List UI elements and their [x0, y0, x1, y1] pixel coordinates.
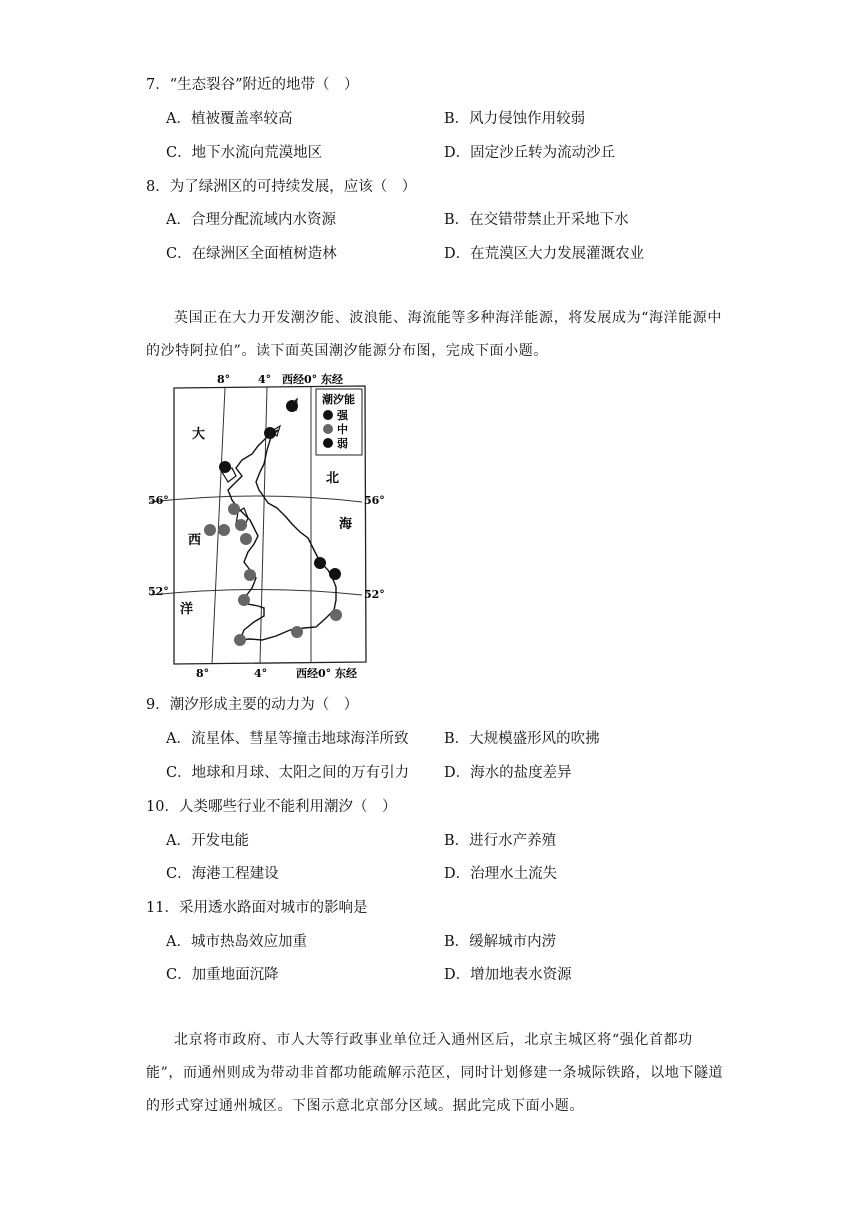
q9-option-c[interactable]: C．地球和月球、太阳之间的万有引力: [166, 765, 410, 781]
uk-tidal-energy-map: [140, 372, 390, 684]
lon-label-bottom-0: 西经0° 东经: [296, 667, 357, 680]
tidal-site-medium: [330, 609, 342, 621]
legend-medium-label: 中: [337, 423, 348, 436]
q11-option-a[interactable]: A．城市热岛效应加重: [166, 934, 307, 950]
tidal-site-medium: [228, 503, 240, 515]
tidal-site-strong: [314, 557, 326, 569]
legend-medium-marker: [323, 424, 333, 434]
q7-option-a[interactable]: A．植被覆盖率较高: [166, 111, 293, 127]
lon-label-top-0: 西经0° 东经: [282, 373, 343, 386]
parallel-52n: [150, 590, 362, 596]
q9-option-b[interactable]: B．大规模盛形风的吹拂: [444, 731, 600, 747]
q10-option-b[interactable]: B．进行水产养殖: [444, 833, 557, 849]
lon-label-bottom-4: 4°: [254, 667, 268, 680]
sea-label-bei: 北: [326, 471, 340, 486]
lat-label-52-left: 52°: [148, 585, 169, 598]
sea-label-hai: 海: [339, 517, 353, 532]
q11-option-d[interactable]: D．增加地表水资源: [444, 967, 572, 983]
legend-weak-marker: [323, 438, 333, 448]
q9-option-d[interactable]: D．海水的盐度差异: [444, 765, 572, 781]
tidal-site-medium: [235, 519, 247, 531]
lat-label-52-right: 52°: [364, 588, 385, 601]
question-8-stem: 8．为了绿洲区的可持续发展，应该（ ）: [146, 179, 417, 195]
q8-option-c[interactable]: C．在绿洲区全面植树造林: [166, 246, 337, 262]
tidal-site-medium: [234, 634, 246, 646]
q7-option-b[interactable]: B．风力侵蚀作用较弱: [444, 111, 586, 127]
q7-option-c[interactable]: C．地下水流向荒漠地区: [166, 145, 323, 161]
tidal-site-medium: [240, 533, 252, 545]
tidal-site-strong: [329, 568, 341, 580]
ocean-label-xi: 西: [188, 533, 202, 548]
tidal-site-medium: [204, 524, 216, 536]
q10-option-d[interactable]: D．治理水土流失: [444, 866, 558, 882]
ocean-label-yang: 洋: [180, 602, 194, 617]
ocean-label-da: 大: [192, 427, 206, 442]
question-7-stem: 7．“生态裂谷”附近的地带（ ）: [146, 77, 359, 93]
q10-option-a[interactable]: A．开发电能: [166, 833, 249, 849]
lat-label-56-right: 56°: [364, 494, 385, 507]
beijing-passage: 北京将市政府、市人大等行政事业单位迁入通州区后，北京主城区将“强化首都功能”，而通州则成为带动非首都功能疏解示范区，同时计划修建一条城际铁路，以地下隧道的形式穿过通州城区。下图示意北京部分区域。据此完成下面小题。: [146, 1032, 724, 1114]
legend-title: 潮汐能: [322, 393, 355, 406]
tidal-site-medium: [291, 626, 303, 638]
q7-option-d[interactable]: D．固定沙丘转为流动沙丘: [444, 145, 616, 161]
q8-option-a[interactable]: A．合理分配流域内水资源: [166, 212, 336, 228]
lon-label-bottom-8: 8°: [196, 667, 210, 680]
tidal-site-strong: [286, 400, 298, 412]
lon-label-top-8: 8°: [217, 373, 231, 386]
q8-option-b[interactable]: B．在交错带禁止开采地下水: [444, 212, 629, 228]
uk-tidal-passage: 英国正在大力开发潮汐能、波浪能、海流能等多种海洋能源，将发展成为“海洋能源中的沙特阿拉伯”。读下面英国潮汐能源分布图，完成下面小题。: [146, 310, 722, 359]
legend-strong-label: 强: [337, 409, 348, 422]
parallel-56n: [150, 496, 362, 502]
tidal-site-medium: [244, 569, 256, 581]
q9-option-a[interactable]: A．流星体、彗星等撞击地球海洋所致: [166, 731, 409, 747]
meridian-4w: [260, 387, 267, 663]
legend-weak-label: 弱: [337, 437, 348, 450]
lat-label-56-left: 56°: [148, 494, 169, 507]
question-10-stem: 10．人类哪些行业不能利用潮汐（ ）: [146, 799, 397, 815]
legend-strong-marker: [323, 410, 333, 420]
tidal-site-medium: [218, 524, 230, 536]
tidal-site-strong: [219, 461, 231, 473]
lon-label-top-4: 4°: [258, 373, 272, 386]
question-11-stem: 11．采用透水路面对城市的影响是: [146, 900, 368, 916]
q8-option-d[interactable]: D．在荒漠区大力发展灌溉农业: [444, 246, 645, 262]
q10-option-c[interactable]: C．海港工程建设: [166, 866, 279, 882]
tidal-site-strong: [264, 427, 276, 439]
q11-option-b[interactable]: B．缓解城市内涝: [444, 934, 557, 950]
q11-option-c[interactable]: C．加重地面沉降: [166, 967, 279, 983]
tidal-site-medium: [238, 594, 250, 606]
question-9-stem: 9．潮汐形成主要的动力为（ ）: [146, 697, 359, 713]
